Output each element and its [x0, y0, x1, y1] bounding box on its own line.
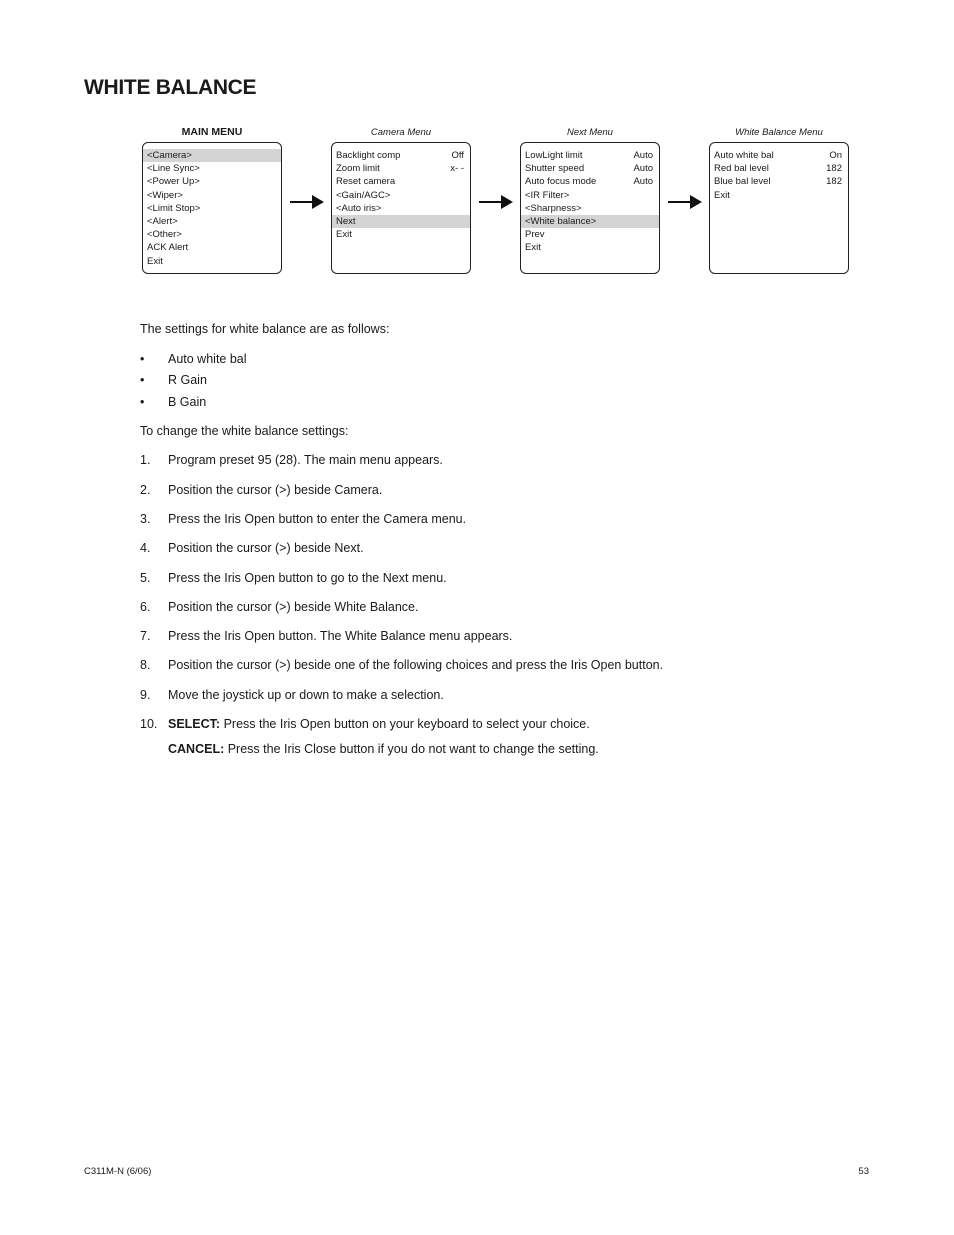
menu-item[interactable]	[332, 175, 470, 188]
menu-item[interactable]	[143, 202, 281, 215]
menu-item-label: <Line Sync>	[147, 163, 200, 175]
menu-item-value	[464, 175, 466, 188]
menu-item-value	[275, 255, 277, 268]
menu-item-value: 182	[826, 176, 842, 188]
menu-item-value: Auto	[633, 163, 653, 175]
menu-item[interactable]	[143, 189, 281, 202]
main-menu-caption: MAIN MENU	[181, 126, 243, 138]
menu-item-value	[275, 175, 277, 188]
menu-item[interactable]	[143, 215, 281, 228]
menu-item-label: <Gain/AGC>	[336, 189, 391, 201]
menu-item-label: Exit	[147, 255, 163, 267]
menu-item-value	[275, 189, 277, 202]
menu-item[interactable]	[710, 189, 848, 202]
menu-item-label: Exit	[525, 242, 541, 254]
cancel-note: CANCEL: Press the Iris Close button if you do not want to change the setting.	[168, 742, 599, 756]
menu-item-label: Exit	[714, 189, 730, 201]
menu-item-value	[653, 202, 655, 215]
step-item: 9. Move the joystick up or down to make a selection.	[140, 688, 444, 702]
menu-item-label: Backlight comp	[336, 150, 401, 161]
steps-lead-text: To change the white balance settings:	[140, 424, 349, 438]
menu-item[interactable]	[710, 175, 848, 188]
menu-item-label: Auto focus mode	[525, 176, 597, 188]
menu-item-value	[653, 215, 655, 228]
step-item: 8. Position the cursor (>) beside one of the following choices and press the Iris Open button.	[140, 658, 664, 672]
menu-item-label: Blue bal level	[714, 176, 771, 188]
menu-item[interactable]	[332, 228, 470, 241]
arrow-right-icon	[479, 195, 513, 209]
menu-item[interactable]	[143, 255, 281, 268]
menu-item-label: <Camera>	[147, 150, 192, 161]
menu-item-label: <Sharpness>	[525, 202, 582, 214]
menu-item[interactable]	[521, 241, 659, 254]
bullet-icon: •	[140, 373, 145, 387]
menu-item[interactable]	[521, 162, 659, 175]
menu-item[interactable]	[521, 228, 659, 241]
menu-item-label: Zoom limit	[336, 163, 380, 175]
camera-menu-caption: Camera Menu	[370, 127, 432, 138]
menu-item[interactable]	[710, 162, 848, 175]
menu-item-label: <Alert>	[147, 215, 178, 227]
menu-item-value	[464, 228, 466, 241]
menu-item[interactable]	[521, 202, 659, 215]
menu-item-value: Auto	[633, 176, 653, 188]
step-item: 2. Position the cursor (>) beside Camera.	[140, 483, 383, 497]
next-menu-box	[520, 142, 660, 274]
step-item: 7. Press the Iris Open button. The White Balance menu appears.	[140, 629, 513, 643]
bullet-icon: •	[140, 395, 145, 409]
menu-item[interactable]	[710, 149, 848, 162]
menu-item-value: Off	[451, 150, 464, 161]
menu-item[interactable]	[521, 215, 659, 228]
menu-item-value	[653, 228, 655, 241]
menu-item[interactable]	[143, 149, 281, 162]
menu-item-label: <Other>	[147, 229, 182, 241]
menu-item-label: ACK Alert	[147, 242, 189, 254]
menu-item-label: <Auto iris>	[336, 202, 382, 214]
arrow-right-icon	[290, 195, 324, 209]
select-label: SELECT:	[168, 717, 221, 731]
menu-item-label: <IR Filter>	[525, 189, 570, 201]
menu-item[interactable]	[143, 162, 281, 175]
menu-item[interactable]	[143, 241, 281, 254]
menu-item[interactable]	[332, 162, 470, 175]
cancel-label: CANCEL:	[168, 742, 225, 756]
menu-item[interactable]	[332, 149, 470, 162]
menu-item-label: <Wiper>	[147, 189, 183, 201]
menu-item-label: Red bal level	[714, 163, 769, 175]
menu-item-value	[842, 189, 844, 202]
menu-item-value	[464, 189, 466, 202]
menu-item[interactable]	[521, 175, 659, 188]
step-item: 3. Press the Iris Open button to enter the Camera menu.	[140, 512, 467, 526]
step-item: 4. Position the cursor (>) beside Next.	[140, 541, 364, 555]
white-balance-menu-box	[709, 142, 849, 274]
menu-item-value	[275, 149, 277, 162]
menu-item-value	[653, 241, 655, 254]
menu-item[interactable]	[143, 228, 281, 241]
menu-item-label: LowLight limit	[525, 150, 583, 161]
menu-item-label: Shutter speed	[525, 163, 585, 175]
white-balance-menu-caption: White Balance Menu	[735, 127, 823, 138]
step-item: 5. Press the Iris Open button to go to the Next menu.	[140, 571, 447, 585]
menu-item-label: Prev	[525, 229, 545, 241]
step-item: 1. Program preset 95 (28). The main menu appears.	[140, 453, 443, 467]
menu-item-label: Next	[336, 215, 356, 227]
menu-item[interactable]	[143, 175, 281, 188]
camera-menu-box	[331, 142, 471, 274]
main-menu-box	[142, 142, 282, 274]
menu-item-label: Auto white bal	[714, 150, 774, 161]
step-item: 6. Position the cursor (>) beside White Balance.	[140, 600, 419, 614]
step-item: 10. SELECT: Press the Iris Open button on your keyboard to select your choice.	[140, 717, 590, 731]
menu-item-value	[275, 215, 277, 228]
menu-item-label: <White balance>	[525, 215, 597, 227]
menu-item[interactable]	[332, 202, 470, 215]
menu-item-value	[275, 228, 277, 241]
menu-item-value: x- -	[450, 163, 464, 175]
next-menu-caption: Next Menu	[567, 127, 613, 138]
menu-item-label: Exit	[336, 229, 352, 241]
menu-item[interactable]	[332, 215, 470, 228]
arrow-right-icon	[668, 195, 702, 209]
menu-item-value: Auto	[633, 150, 653, 161]
menu-item-value	[464, 215, 466, 228]
menu-item-value	[653, 189, 655, 202]
menu-item[interactable]	[521, 189, 659, 202]
bullet-icon: •	[140, 352, 145, 366]
menu-item-label: <Limit Stop>	[147, 202, 201, 214]
page-title: WHITE BALANCE	[84, 76, 257, 99]
menu-item[interactable]	[521, 149, 659, 162]
menu-item-label: Reset camera	[336, 176, 396, 188]
menu-item-label: <Power Up>	[147, 176, 200, 188]
menu-item-value: 182	[826, 163, 842, 175]
menu-item-value	[275, 202, 277, 215]
page-number: 53	[858, 1166, 869, 1177]
menu-item-value: On	[829, 150, 842, 161]
document-code: C311M-N (6/06)	[84, 1166, 152, 1177]
intro-text: The settings for white balance are as follows:	[140, 322, 390, 336]
menu-item-value	[275, 241, 277, 254]
menu-item-value	[464, 202, 466, 215]
menu-item[interactable]	[332, 189, 470, 202]
menu-item-value	[275, 162, 277, 175]
